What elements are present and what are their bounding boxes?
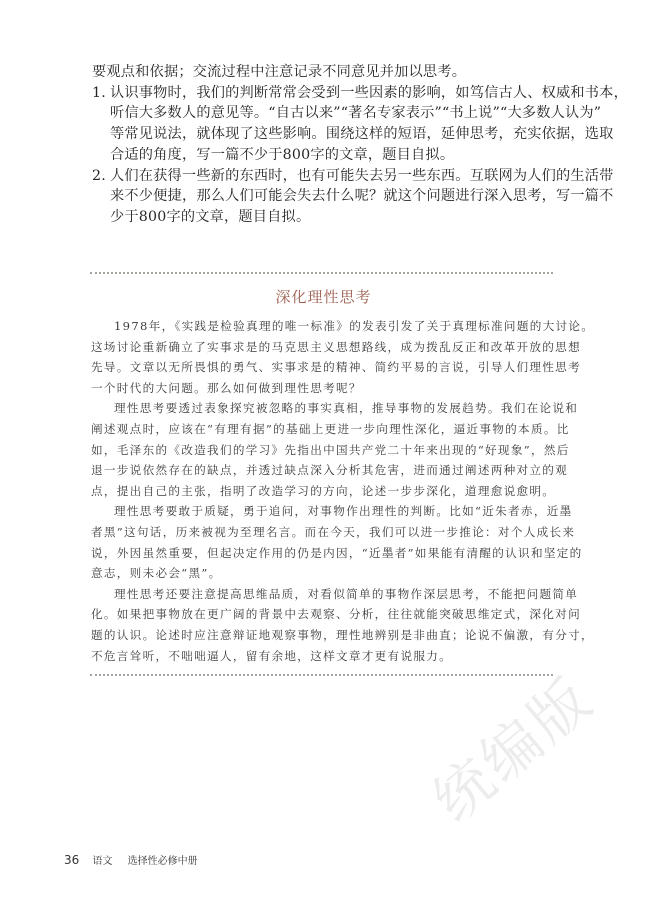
text-line: 阐述观点时，应该在“有理有据”的基础上更进一步向理性深化，逼近事物的本质。比 <box>91 421 570 436</box>
text-line: 理性思考要透过表象探究被忽略的事实真相，推导事物的发展趋势。我们在论说和 <box>114 401 579 416</box>
page-footer <box>64 852 198 867</box>
item-number: 1. <box>92 84 106 101</box>
text-line: 先导。文章以无所畏惧的勇气、实事求是的精神、简约平易的言说，引导人们理性思考 <box>91 360 581 375</box>
text-line: 这场讨论重新确立了实事求是的马克思主义思想路线，成为拨乱反正和改革开放的思想 <box>91 339 581 354</box>
intro-line: 要观点和依据；交流过程中注意记录不同意见并加以思考。 <box>92 64 467 80</box>
text-line: 意志，则未必会“黑”。 <box>91 566 222 581</box>
text-line: 化。如果把事物放在更广阔的背景中去观察、分析，往往就能突破思维定式，深化对问 <box>91 607 581 622</box>
text-line: 认识事物时，我们的判断常常会受到一些因素的影响，如笃信古人、权威和书本， <box>110 84 628 101</box>
prompt-item-1 <box>92 83 628 166</box>
text-line: 一个时代的大问题。那么如何做到理性思考呢？ <box>91 380 362 395</box>
text-line: 理性思考要敢于质疑，勇于追问，对事物作出理性的判断。比如“近朱者赤，近墨 <box>114 504 573 519</box>
page-number: 36 <box>64 853 80 867</box>
box-title: 深化理性思考 <box>275 288 372 306</box>
box-top-divider <box>90 272 553 274</box>
knowledge-box <box>91 316 595 666</box>
book-title: 选择性必修中册 <box>127 856 198 867</box>
box-bottom-divider <box>90 674 553 676</box>
text-line: 1978年，《实践是检验真理的唯一标准》的发表引发了关于真理标准问题的大讨论。 <box>114 319 595 333</box>
text-line: 题的认识。论述时应注意辩证地观察事物，理性地辨别是非曲直；论说不偏激，有分寸， <box>91 627 594 642</box>
text-line: 来不少便捷，那么人们可能会失去什么呢？就这个问题进行深入思考，写一篇不 <box>110 188 614 205</box>
text-line: 不危言耸听，不咄咄逼人，留有余地，这样文章才更有说服力。 <box>91 648 453 663</box>
box-paragraph-1 <box>91 316 595 398</box>
subject-label: 语文 <box>92 856 113 867</box>
text-line: 听信大多数人的意见等。“自古以来”“著名专家表示”“书上说”“大多数人认为” <box>110 105 602 122</box>
text-line: 点，提出自己的主张，指明了改造学习的方向，论述一步步深化，道理愈说愈明。 <box>91 483 556 498</box>
text-line: 少于800字的文章，题目自拟。 <box>110 208 311 225</box>
text-line: 理性思考还要注意提高思维品质，对看似简单的事物作深层思考，不能把问题简单 <box>114 586 579 601</box>
text-line: 退一步说依然存在的缺点，并透过缺点深入分析其危害，进而通过阐述两种对立的观 <box>91 463 569 478</box>
box-paragraph-2 <box>91 398 579 501</box>
watermark: 统编版 <box>420 663 607 836</box>
text-line: 等常见说法，就体现了这些影响。围绕这样的短语，延伸思考，充实依据，选取 <box>110 126 614 143</box>
box-paragraph-3 <box>91 501 583 583</box>
text-line: 合适的角度，写一篇不少于800字的文章，题目自拟。 <box>110 146 455 163</box>
item-number: 2. <box>92 167 106 184</box>
text-line: 如，毛泽东的《改造我们的学习》先指出中国共产党二十年来出现的“好现象”，然后 <box>91 442 570 457</box>
text-line: 者黑”这句话，历来被视为至理名言。而在今天，我们可以进一步推论：对个人成长来 <box>91 524 576 539</box>
prompt-item-2 <box>92 166 614 228</box>
writing-prompts <box>92 62 628 228</box>
text-line: 人们在获得一些新的东西时，也有可能失去另一些东西。互联网为人们的生活带 <box>110 167 614 184</box>
text-line: 说，外因虽然重要，但起决定作用的仍是内因，“近墨者”如果能有清醒的认识和坚定的 <box>91 545 583 560</box>
box-paragraph-4 <box>91 584 594 666</box>
